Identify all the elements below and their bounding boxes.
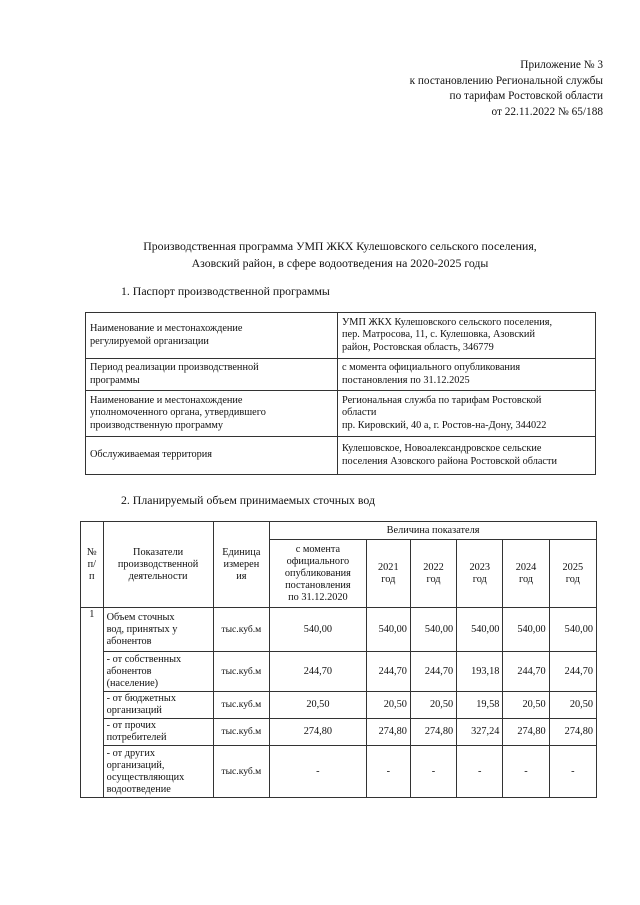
title-line: Азовский район, в сфере водоотведения на 2020-2025 годы (191, 255, 489, 270)
header-value-group: Величина показателя (270, 522, 597, 540)
text-line: официального (286, 555, 350, 567)
text-line: УМП ЖКХ Кулешовского сельского поселения, (342, 316, 553, 328)
value-cell: 540,00 (457, 608, 503, 652)
passport-label (86, 313, 338, 359)
text-line: район, Ростовская область, 346779 (342, 341, 494, 353)
text-line: абонентов (106, 665, 152, 677)
text-line: с момента официального опубликования (342, 361, 521, 373)
text-line: 1 (89, 608, 95, 620)
text-line: 2024 (515, 561, 537, 573)
table-row (81, 746, 597, 798)
value-cell: 540,00 (410, 608, 456, 652)
header-unit (213, 522, 270, 608)
table-row (86, 313, 596, 359)
table-row (81, 652, 597, 692)
value-cell: 20,50 (549, 692, 596, 719)
row-unit: тыс.куб.м (213, 692, 270, 719)
text-line: по 31.12.2020 (288, 591, 348, 603)
text-line: - от других (106, 747, 155, 759)
passport-value (338, 391, 596, 437)
value-cell: 244,70 (366, 652, 410, 692)
passport-value (338, 359, 596, 391)
value-cell: 19,58 (457, 692, 503, 719)
text-line: Объем сточных (106, 611, 175, 623)
text-line: Обслуживаемая территория (90, 449, 212, 461)
text-line: постановления (285, 579, 351, 591)
table-row (86, 437, 596, 475)
value-cell: 540,00 (270, 608, 367, 652)
value-cell: 193,18 (457, 652, 503, 692)
value-cell: 274,80 (366, 719, 410, 746)
value-cell: 540,00 (503, 608, 549, 652)
text-line: Региональная служба по тарифам Ростовской (342, 394, 542, 406)
text-line: ия (236, 570, 247, 582)
text-line: поселения Азовского района Ростовской области (342, 455, 557, 467)
text-line: Наименование и местонахождение (90, 322, 243, 334)
header-year (457, 540, 503, 608)
value-cell: - (549, 746, 596, 798)
passport-table (85, 312, 596, 475)
text-line: организаций, (106, 759, 165, 771)
title-line: Производственная программа УМП ЖКХ Кулешовского сельского поселения, (143, 239, 537, 253)
value-cell: 274,80 (410, 719, 456, 746)
text-line: Единица (222, 546, 261, 558)
text-line: водоотведение (106, 783, 171, 795)
row-unit: тыс.куб.м (213, 608, 270, 652)
text-line: абонентов (106, 635, 152, 647)
table-row (81, 608, 597, 652)
header-year (503, 540, 549, 608)
text-line: пр. Кировский, 40 а, г. Ростов-на-Дону, 344022 (342, 419, 547, 431)
row-unit: тыс.куб.м (213, 719, 270, 746)
text-line: 2023 (469, 561, 491, 573)
text-line: программы (90, 374, 140, 386)
value-cell: 244,70 (549, 652, 596, 692)
row-name (103, 652, 213, 692)
text-line: (население) (106, 677, 159, 689)
value-cell: 244,70 (410, 652, 456, 692)
passport-label (86, 437, 338, 475)
header-year (549, 540, 596, 608)
table-row (86, 391, 596, 437)
text-line: п/ (87, 558, 96, 570)
value-cell: - (457, 746, 503, 798)
text-line: год (426, 573, 441, 585)
row-num (81, 608, 104, 798)
value-cell: 327,24 (457, 719, 503, 746)
text-line: потребителей (106, 732, 167, 743)
table-row (86, 359, 596, 391)
text-line: уполномоченного органа, утвердившего (90, 407, 266, 419)
passport-value (338, 437, 596, 475)
text-line: год (381, 573, 396, 585)
text-line: Показатели (133, 546, 184, 558)
value-cell: - (410, 746, 456, 798)
header-period0 (270, 540, 367, 608)
text-line: регулируемой организации (90, 335, 209, 347)
text-line: вод, принятых у (106, 623, 178, 635)
text-line: организаций (106, 705, 162, 716)
passport-value (338, 313, 596, 359)
text-line: Период реализации производственной (90, 361, 259, 373)
text-line: производственную программу (90, 419, 224, 431)
value-cell: 20,50 (503, 692, 549, 719)
text-line: год (518, 573, 534, 585)
value-cell: 540,00 (549, 608, 596, 652)
section-1-heading: 1. Паспорт производственной программы (121, 284, 330, 298)
text-line: - от прочих (106, 720, 157, 731)
passport-label (86, 391, 338, 437)
row-name (103, 746, 213, 798)
text-line: год (472, 573, 487, 585)
row-name (103, 692, 213, 719)
text-line: постановления по 31.12.2025 (342, 374, 470, 386)
text-line: осуществляющих (106, 771, 185, 783)
section-2-heading: 2. Планируемый объем принимаемых сточных вод (121, 493, 375, 507)
row-unit: тыс.куб.м (213, 652, 270, 692)
value-cell: 20,50 (366, 692, 410, 719)
value-cell: - (270, 746, 367, 798)
appendix-line: Приложение № 3 (520, 59, 603, 71)
value-cell: 20,50 (270, 692, 367, 719)
row-name (103, 608, 213, 652)
text-line: пер. Матросова, 11, с. Кулешовка, Азовский (342, 329, 535, 341)
header-indicator (103, 522, 213, 608)
text-line: Наименование и местонахождение (90, 394, 243, 406)
value-cell: 274,80 (549, 719, 596, 746)
table-row (81, 692, 597, 719)
value-cell: 244,70 (270, 652, 367, 692)
table-row (81, 719, 597, 746)
value-cell: 274,80 (503, 719, 549, 746)
text-line: - от собственных (106, 653, 182, 665)
value-cell: - (503, 746, 549, 798)
value-cell: - (366, 746, 410, 798)
text-line: год (565, 573, 580, 585)
passport-label (86, 359, 338, 391)
text-line: области (342, 407, 377, 419)
text-line: 2021 (378, 561, 399, 573)
value-cell: 244,70 (503, 652, 549, 692)
header-year (366, 540, 410, 608)
text-line: п (89, 570, 95, 582)
document-title (0, 238, 640, 271)
value-cell: 540,00 (366, 608, 410, 652)
volume-table (80, 521, 597, 798)
row-unit: тыс.куб.м (213, 746, 270, 798)
text-line: 2022 (423, 561, 444, 573)
text-line: 2025 (562, 561, 584, 573)
text-line: измерен (223, 558, 260, 570)
header-year (410, 540, 456, 608)
row-name (103, 719, 213, 746)
text-line: Кулешовское, Новоалександровское сельские (342, 442, 542, 454)
appendix-block (410, 58, 603, 120)
appendix-line: к постановлению Региональной службы (409, 74, 603, 87)
table-header-row (81, 522, 597, 540)
appendix-line: от 22.11.2022 № 65/188 (491, 105, 603, 118)
value-cell: 274,80 (270, 719, 367, 746)
text-line: производственной (117, 558, 199, 570)
text-line: опубликования (284, 567, 351, 579)
appendix-line: по тарифам Ростовской области (449, 90, 603, 103)
text-line: - от бюджетных (106, 693, 176, 704)
text-line: № (86, 546, 97, 558)
text-line: деятельности (128, 570, 188, 582)
value-cell: 20,50 (410, 692, 456, 719)
text-line: с момента (295, 543, 341, 555)
header-num (81, 522, 104, 608)
